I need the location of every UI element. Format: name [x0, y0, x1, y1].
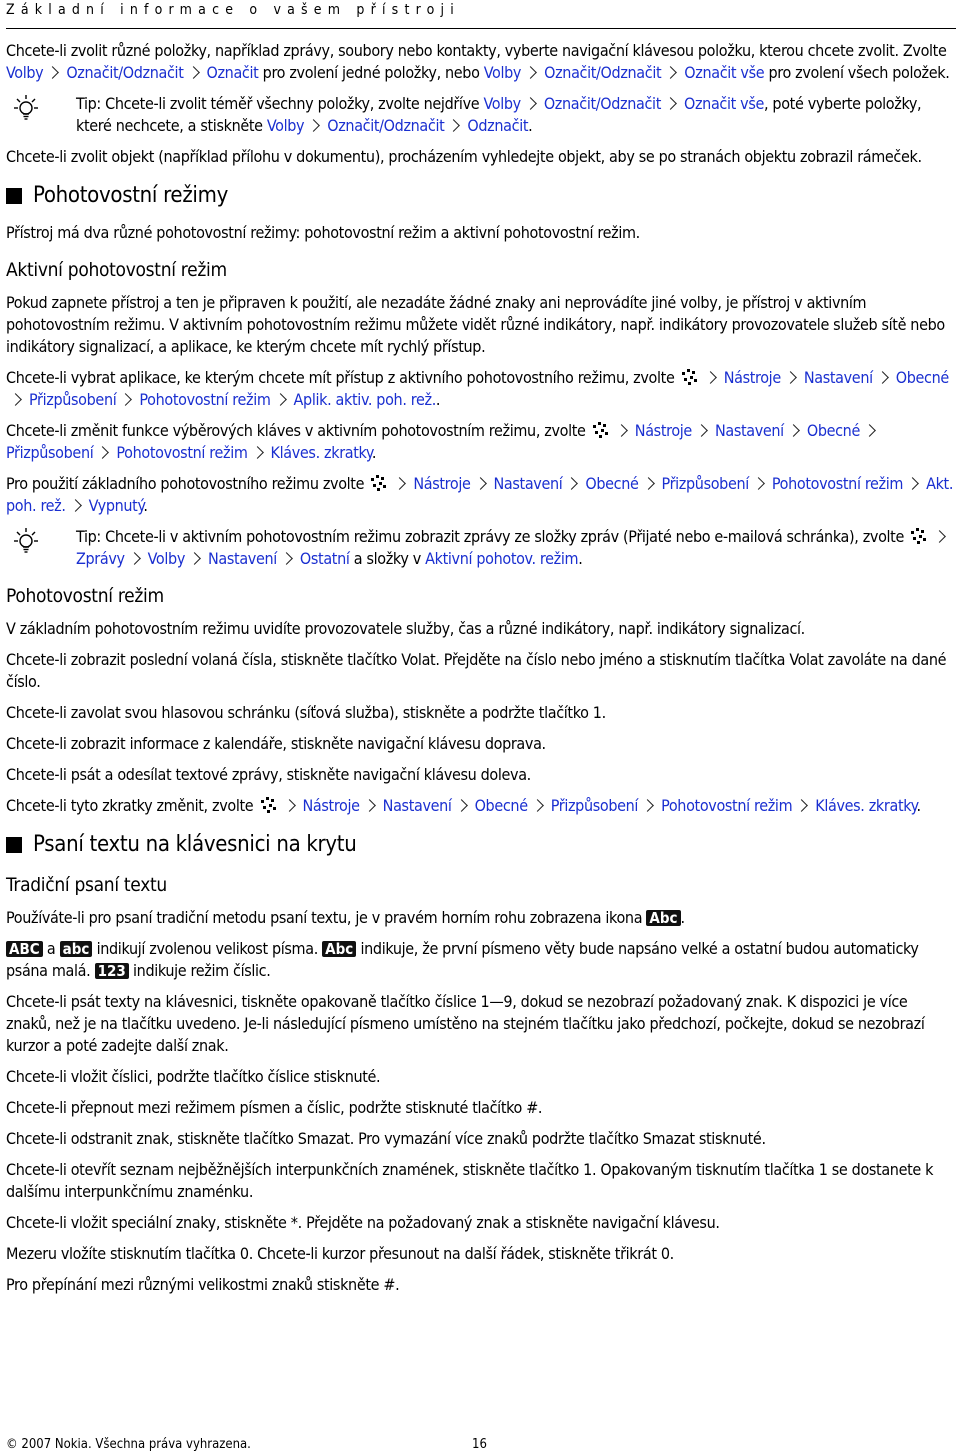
link-prizpusobeni[interactable]: Přizpůsobení: [6, 443, 94, 462]
chevron-right-icon: [187, 66, 200, 79]
chevron-right-icon: [664, 66, 677, 79]
standby-paragraph-1: V základním pohotovostním režimu uvidíte provozovatele služby, čas a různé indikátory, např. indikátory signalizací.: [6, 619, 805, 638]
select-items-paragraph: Chcete-li zvolit různé položky, například zprávy, soubory nebo kontakty, vyberte navigační klávesou položku, kterou chcete zvolit. Zvolte Volby Označit/Odznačit Označit pro zvolení jedné položky, nebo Volby Označit/Odznačit Označit vše pro zvolení všech položek.: [6, 41, 950, 82]
link-volby[interactable]: Volby: [147, 549, 185, 568]
menu-icon: [681, 368, 699, 386]
active-standby-paragraph: Pokud zapnete přístroj a ten je připraven k použití, ale nezadáte žádné znaky ani neprovádíte jiné volby, je přístroj v aktivním pohotovostním režimu. V aktivním pohotovostním režimu můžete vidět různé indikátory, např. indikátory provozovatele služeb sítě nebo indikátory signalizací, a aplikace, ke kterým chcete mít rychlý přístup.: [6, 293, 945, 356]
typing-paragraph-2: Chcete-li vložit číslici, podržte tlačítko číslice stisknuté.: [6, 1067, 381, 1086]
tip-text: Tip: Chcete-li v aktivním pohotovostním režimu zobrazit zprávy ze složky zpráv (Přijaté nebo e-mailová schránka), zvolte Zprávy Volby Nastavení Ostatní a složky v Aktivní pohotov. režim.: [76, 526, 956, 570]
square-bullet-icon: [6, 188, 22, 204]
lightbulb-icon: [10, 526, 42, 558]
chevron-right-icon: [795, 799, 808, 812]
chevron-right-icon: [274, 393, 287, 406]
menu-icon: [592, 421, 610, 439]
chevron-right-icon: [787, 424, 800, 437]
page-header: Základní informace o vašem přístroji: [6, 2, 460, 18]
typing-paragraph-6: Chcete-li vložit speciální znaky, stiskněte *. Přejděte na požadovaný znak a stiskněte navigační klávesu.: [6, 1213, 720, 1232]
link-odznacit[interactable]: Odznačit: [467, 116, 529, 135]
link-nastaveni[interactable]: Nastavení: [714, 421, 784, 440]
link-aktivni-pohotov-rezim[interactable]: Aktivní pohotov. režim: [425, 549, 579, 568]
link-pohotovostni-rezim[interactable]: Pohotovostní režim: [771, 474, 904, 493]
chevron-right-icon: [615, 424, 628, 437]
chevron-right-icon: [393, 477, 406, 490]
link-vypnuty[interactable]: Vypnutý: [88, 496, 144, 515]
link-obecne[interactable]: Obecné: [895, 368, 949, 387]
menu-icon: [370, 474, 388, 492]
chevron-right-icon: [752, 477, 765, 490]
abc-lowercase-icon: abc: [60, 941, 93, 957]
text-mode-icon-paragraph: Používáte-li pro psaní tradiční metodu psaní textu, je v pravém horním rohu zobrazena ikona Abc .: [6, 908, 685, 927]
chevron-right-icon: [9, 393, 22, 406]
chevron-right-icon: [69, 499, 82, 512]
link-oznacit-odznacit[interactable]: Označit/Odznačit: [544, 63, 662, 82]
chevron-right-icon: [695, 424, 708, 437]
link-nastroje[interactable]: Nástroje: [302, 796, 360, 815]
link-nastroje[interactable]: Nástroje: [413, 474, 471, 493]
basic-standby-paragraph: Pro použití základního pohotovostního režimu zvolte Nástroje Nastavení Obecné Přizpůsobení Pohotovostní režim Akt. poh. rež. Vypnutý.: [6, 474, 954, 515]
link-nastaveni[interactable]: Nastavení: [208, 549, 277, 568]
standby-shortcuts-paragraph: Chcete-li tyto zkratky změnit, zvolte Nástroje Nastavení Obecné Přizpůsobení Pohotovostní režim Kláves. zkratky.: [6, 796, 921, 815]
link-prizpusobeni[interactable]: Přizpůsobení: [550, 796, 639, 815]
link-oznacit[interactable]: Označit: [206, 63, 259, 82]
standby-paragraph-3: Chcete-li zavolat svou hlasovou schránku (síťová služba), stiskněte a podržte tlačítko 1.: [6, 703, 606, 722]
abc-uppercase-icon: ABC: [6, 941, 43, 957]
chevron-right-icon: [642, 477, 655, 490]
link-oznacit-odznacit[interactable]: Označit/Odznačit: [543, 94, 661, 113]
standby-intro: Přístroj má dva různé pohotovostní režimy: pohotovostní režim a aktivní pohotovostní režim.: [6, 223, 640, 242]
link-ostatni[interactable]: Ostatní: [299, 549, 350, 568]
tip-box: [6, 526, 956, 570]
link-volby[interactable]: Volby: [6, 63, 44, 82]
page-number: 16: [472, 1437, 487, 1452]
tip-box: [6, 93, 956, 137]
page-content: [6, 40, 956, 1305]
chevron-right-icon: [524, 97, 537, 110]
copyright-text: © 2007 Nokia. Všechna práva vyhrazena.: [6, 1437, 251, 1452]
chevron-right-icon: [455, 799, 468, 812]
lightbulb-icon: [10, 93, 42, 125]
chevron-right-icon: [704, 371, 717, 384]
chevron-right-icon: [97, 446, 110, 459]
chevron-right-icon: [448, 119, 461, 132]
section-heading-text-input: Psaní textu na klávesnici na krytu: [6, 831, 956, 859]
menu-icon: [260, 796, 278, 814]
chevron-right-icon: [363, 799, 376, 812]
select-apps-paragraph: Chcete-li vybrat aplikace, ke kterým chcete mít přístup z aktivního pohotovostního režimu, zvolte Nástroje Nastavení ObecnéPřizpůsobení Pohotovostní režim Aplik. aktiv. poh. rež..: [6, 368, 949, 409]
square-bullet-icon: [6, 837, 22, 853]
link-obecne[interactable]: Obecné: [474, 796, 528, 815]
link-prizpusobeni[interactable]: Přizpůsobení: [29, 390, 117, 409]
chevron-right-icon: [251, 446, 264, 459]
section-heading-standby: Pohotovostní režimy: [6, 182, 956, 210]
chevron-right-icon: [906, 477, 919, 490]
typing-paragraph-1: Chcete-li psát texty na klávesnici, tiskněte opakovaně tlačítko číslice 1—9, dokud se nezobrazí požadovaný znak. K dispozici je více znaků, než je na tlačítku uvedeno. Je-li následující písmeno umístěno na stejném tlačítku jako předchozí, počkejte, dokud se nezobrazí kurzor a poté zadejte další znak.: [6, 992, 925, 1055]
chevron-right-icon: [307, 119, 320, 132]
character-case-paragraph: ABC a abc indikují zvolenou velikost písma. Abc indikuje, že první písmeno věty bude napsáno velké a ostatní budou automaticky psána malá. 123 indikuje režim číslic.: [6, 939, 919, 980]
chevron-right-icon: [283, 799, 296, 812]
link-oznacit-vse[interactable]: Označit vše: [684, 94, 764, 113]
numeric-mode-icon: 123: [95, 963, 129, 979]
chevron-right-icon: [641, 799, 654, 812]
chevron-right-icon: [46, 66, 59, 79]
link-pohotovostni-rezim[interactable]: Pohotovostní režim: [661, 796, 793, 815]
link-klaves-zkratky[interactable]: Kláves. zkratky: [815, 796, 917, 815]
subheading-standby: Pohotovostní režim: [6, 585, 164, 607]
link-obecne[interactable]: Obecné: [806, 421, 860, 440]
link-oznacit-odznacit[interactable]: Označit/Odznačit: [327, 116, 445, 135]
chevron-right-icon: [474, 477, 487, 490]
link-volby[interactable]: Volby: [483, 94, 521, 113]
chevron-right-icon: [933, 530, 946, 543]
link-pohotovostni-rezim[interactable]: Pohotovostní režim: [116, 443, 248, 462]
typing-paragraph-5: Chcete-li otevřít seznam nejběžnějších interpunkčních znamének, stiskněte tlačítko 1. Opakovaným tisknutím tlačítka 1 se dostanete k dalšímu interpunkčnímu znaménku.: [6, 1160, 934, 1201]
chevron-right-icon: [863, 424, 876, 437]
link-akt-poh-rez[interactable]: Akt. poh. rež.: [6, 474, 954, 515]
link-nastaveni[interactable]: Nastavení: [803, 368, 873, 387]
link-zpravy[interactable]: Zprávy: [76, 549, 125, 568]
link-aplik-aktiv[interactable]: Aplik. aktiv. poh. rež.: [293, 390, 436, 409]
link-oznacit-odznacit[interactable]: Označit/Odznačit: [66, 63, 184, 82]
tip-text: Tip: Chcete-li zvolit téměř všechny položky, zvolte nejdříve Volby Označit/Odznačit Označit vše, poté vyberte položky, které nechcete, a stiskněte Volby Označit/Odznačit Odznačit.: [76, 94, 922, 135]
chevron-right-icon: [531, 799, 544, 812]
subheading-traditional-input: Tradiční psaní textu: [6, 874, 167, 896]
link-klaves-zkratky[interactable]: Kláves. zkratky: [270, 443, 372, 462]
link-nastaveni[interactable]: Nastavení: [382, 796, 452, 815]
link-nastroje[interactable]: Nástroje: [634, 421, 692, 440]
typing-paragraph-3: Chcete-li přepnout mezi režimem písmen a číslic, podržte stisknuté tlačítko #.: [6, 1098, 543, 1117]
chevron-right-icon: [664, 97, 677, 110]
chevron-right-icon: [280, 552, 293, 565]
link-pohotovostni-rezim[interactable]: Pohotovostní režim: [139, 390, 271, 409]
link-nastroje[interactable]: Nástroje: [723, 368, 781, 387]
abc-sentence-case-icon: Abc: [646, 910, 680, 926]
chevron-right-icon: [524, 66, 537, 79]
menu-icon: [910, 527, 928, 545]
subheading-active-standby: Aktivní pohotovostní režim: [6, 259, 227, 281]
link-volby[interactable]: Volby: [483, 63, 522, 82]
link-volby[interactable]: Volby: [266, 116, 305, 135]
standby-paragraph-5: Chcete-li psát a odesílat textové zprávy, stiskněte navigační klávesu doleva.: [6, 765, 531, 784]
standby-paragraph-4: Chcete-li zobrazit informace z kalendáře, stiskněte navigační klávesu doprava.: [6, 734, 546, 753]
standby-paragraph-2: Chcete-li zobrazit poslední volaná čísla, stiskněte tlačítko Volat. Přejděte na číslo nebo jméno a stisknutím tlačítka Volat zavoláte na dané číslo.: [6, 650, 947, 691]
link-nastaveni[interactable]: Nastavení: [493, 474, 563, 493]
chevron-right-icon: [188, 552, 201, 565]
select-object-paragraph: Chcete-li zvolit objekt (například přílohu v dokumentu), procházením vyhledejte objekt, aby se po stranách objektu zobrazil rámeček.: [6, 147, 922, 166]
page-footer: [6, 1437, 487, 1453]
chevron-right-icon: [128, 552, 141, 565]
link-obecne[interactable]: Obecné: [585, 474, 639, 493]
abc-sentence-case-icon: Abc: [322, 941, 356, 957]
chevron-right-icon: [876, 371, 889, 384]
chevron-right-icon: [566, 477, 579, 490]
chevron-right-icon: [784, 371, 797, 384]
link-prizpusobeni[interactable]: Přizpůsobení: [661, 474, 749, 493]
selection-keys-paragraph: Chcete-li změnit funkce výběrových kláves v aktivním pohotovostním režimu, zvolte Nástroje Nastavení ObecnéPřizpůsobení Pohotovostní režim Kláves. zkratky.: [6, 420, 956, 464]
chevron-right-icon: [120, 393, 133, 406]
typing-paragraph-8: Pro přepínání mezi různými velikostmi znaků stiskněte #.: [6, 1275, 400, 1294]
link-oznacit-vse[interactable]: Označit vše: [684, 63, 765, 82]
typing-paragraph-7: Mezeru vložíte stisknutím tlačítka 0. Chcete-li kurzor přesunout na další řádek, stiskněte třikrát 0.: [6, 1244, 674, 1263]
typing-paragraph-4: Chcete-li odstranit znak, stiskněte tlačítko Smazat. Pro vymazání více znaků podržte tlačítko Smazat stisknuté.: [6, 1129, 766, 1148]
header-rule: [6, 28, 956, 29]
